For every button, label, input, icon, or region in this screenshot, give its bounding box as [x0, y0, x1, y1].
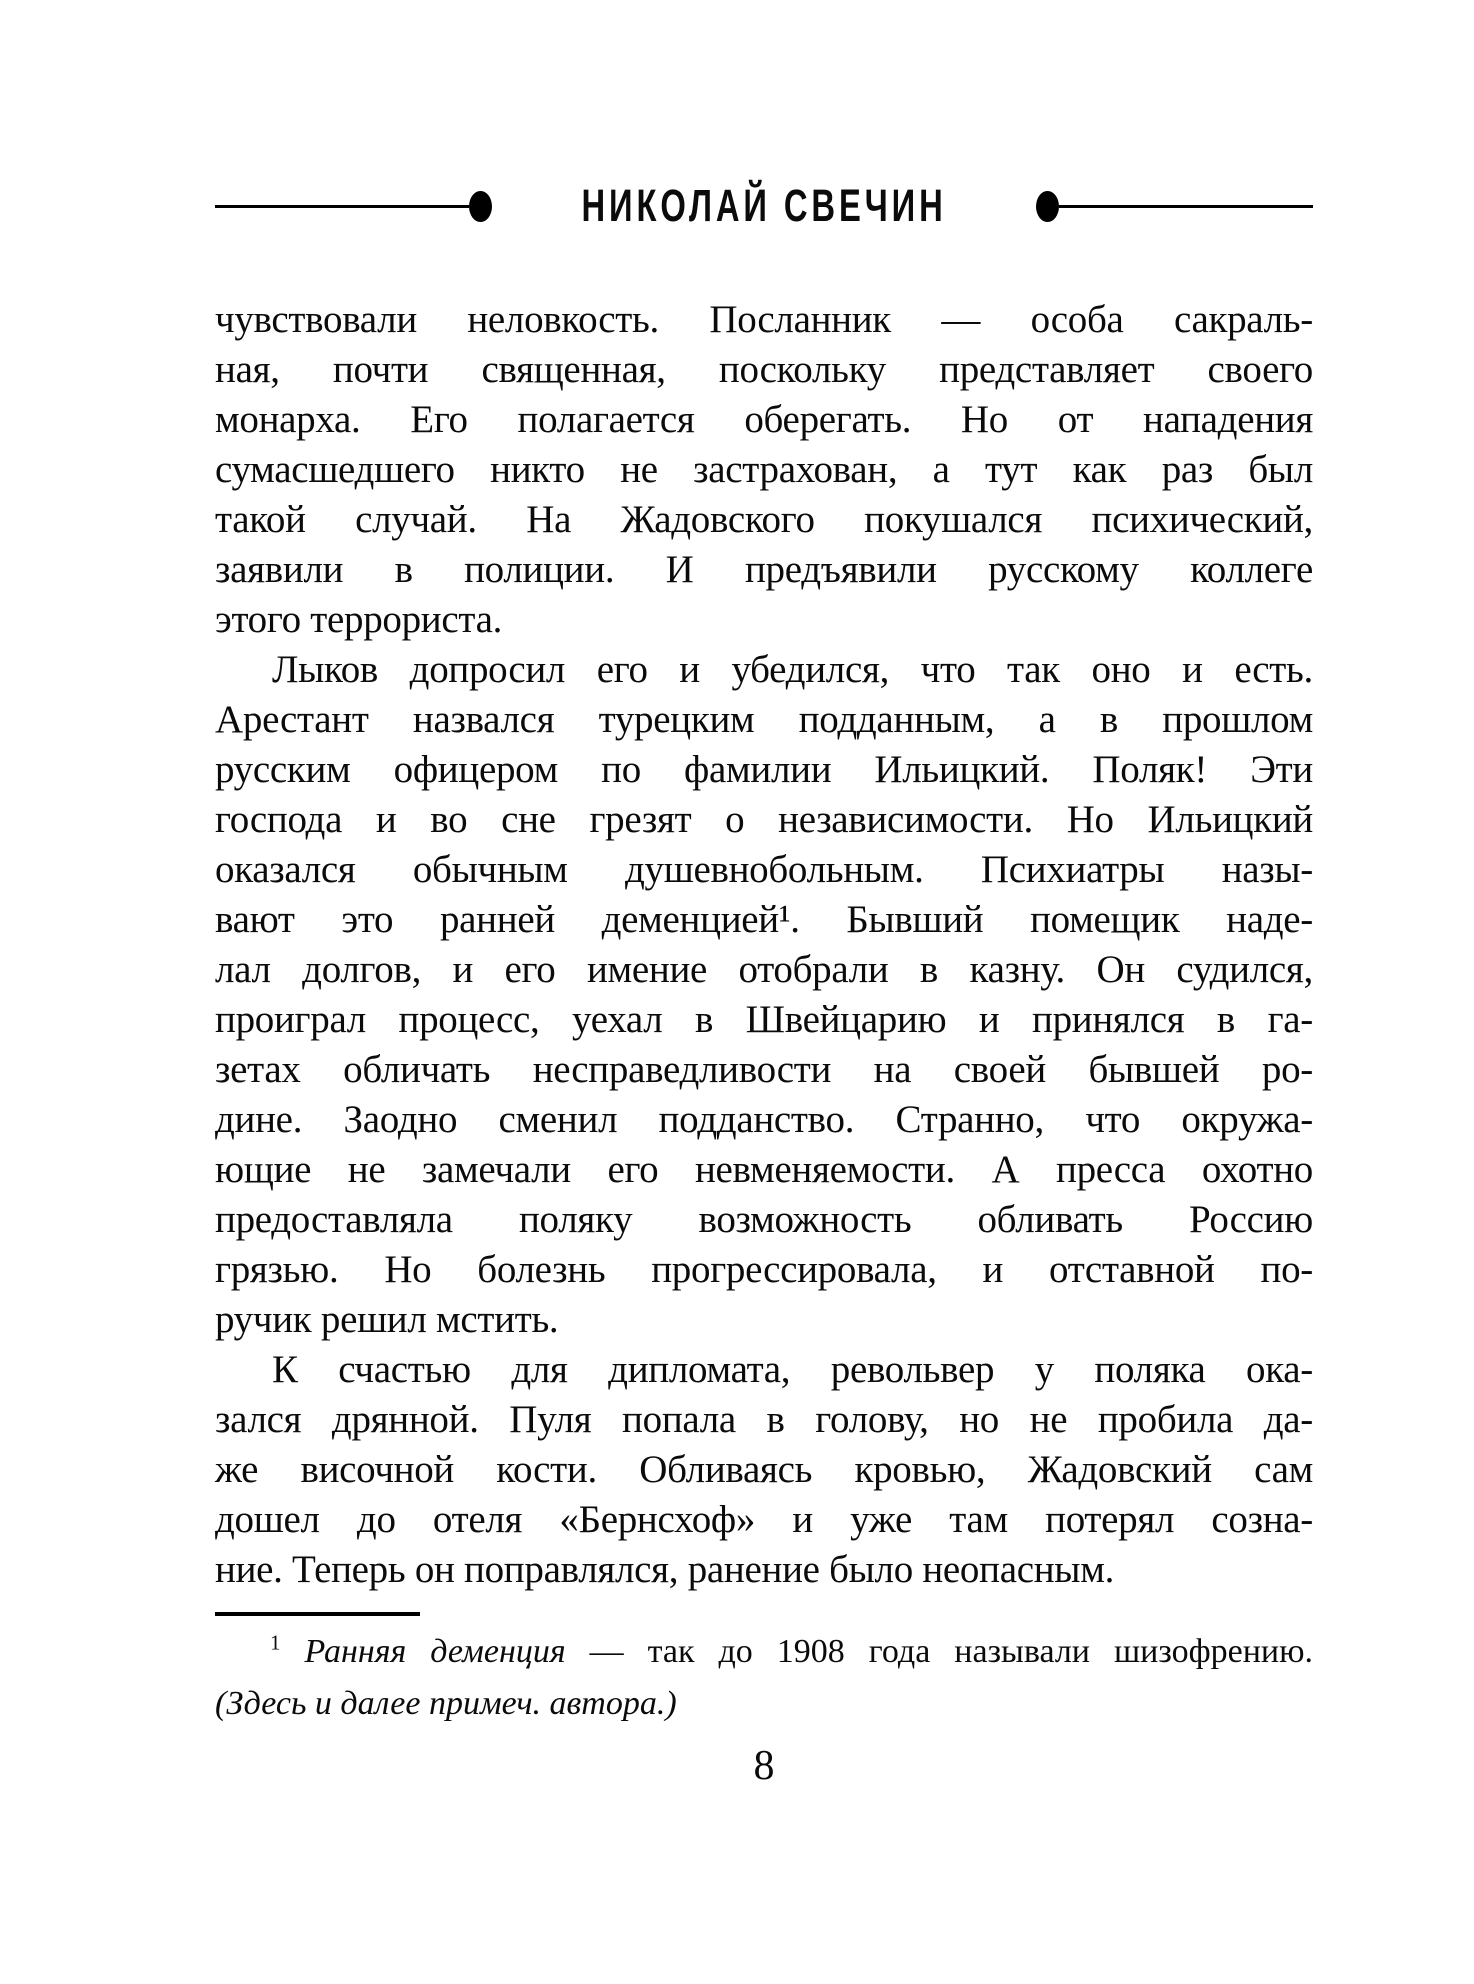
text-line: Лыков допросил его и убедился, что так оно и есть.: [272, 648, 1313, 691]
author-name: НИКОЛАЙ СВЕЧИН: [581, 180, 947, 231]
footnote-line: [215, 1626, 1313, 1678]
text-line: оказался обычным душевнобольным. Психиатры назы-: [215, 848, 1313, 891]
text-line: заявили в полиции. И предъявили русскому коллеге: [215, 548, 1313, 591]
text-line: чувствовали неловкость. Посланник — особа сакраль-: [215, 298, 1313, 341]
footnote-definition: — так до 1908 года называли шизофрению.: [589, 1633, 1314, 1670]
header-rule-left: [215, 191, 492, 222]
text-line: Арестант назвался турецким подданным, а в прошлом: [215, 698, 1313, 741]
text-line: монарха. Его полагается оберегать. Но от нападения: [215, 398, 1313, 441]
text-line: такой случай. На Жадовского покушался психический,: [215, 498, 1313, 541]
header-rule-right: [1036, 191, 1313, 222]
text-line: проиграл процесс, уехал в Швейцарию и принялся в га-: [215, 998, 1313, 1041]
text-line: же височной кости. Обливаясь кровью, Жадовский сам: [215, 1448, 1313, 1491]
header-dot-right-icon: [1036, 191, 1059, 222]
text-line: зетах обличать несправедливости на своей бывшей ро-: [215, 1048, 1313, 1091]
footnote-block: [215, 1612, 1313, 1730]
text-line: грязью. Но болезнь прогрессировала, и отставной по-: [215, 1248, 1313, 1291]
header-line-right: [1059, 205, 1313, 208]
body-text: [215, 295, 1313, 1595]
text-line: лал долгов, и его имение отобрали в казну. Он судился,: [215, 948, 1313, 991]
text-line: ручик решил мстить.: [215, 1298, 559, 1341]
footnote-term: Ранняя деменция: [304, 1633, 566, 1670]
page-number: 8: [753, 1743, 775, 1789]
header-line-left: [215, 205, 469, 208]
text-line: дине. Заодно сменил подданство. Странно, что окружа-: [215, 1098, 1313, 1141]
footnote-author-note: (Здесь и далее примеч. автора.): [215, 1685, 677, 1722]
footnote-marker: 1: [270, 1630, 281, 1655]
text-line: сумасшедшего никто не застрахован, а тут как раз был: [215, 448, 1313, 491]
running-header: [215, 182, 1313, 230]
text-line: предоставляла поляку возможность обливать Россию: [215, 1198, 1313, 1241]
text-line: ная, почти священная, поскольку представляет своего: [215, 348, 1313, 391]
text-line: дошел до отеля «Бернсхоф» и уже там потерял созна-: [215, 1498, 1313, 1541]
text-line: К счастью для дипломата, револьвер у поляка ока-: [272, 1348, 1313, 1391]
text-line: господа и во сне грезят о независимости. Но Ильицкий: [215, 798, 1313, 841]
header-dot-left-icon: [469, 191, 492, 222]
text-line: этого террориста.: [215, 598, 503, 641]
text-line: ющие не замечали его невменяемости. А пресса охотно: [215, 1148, 1313, 1191]
text-line: зался дрянной. Пуля попала в голову, но не пробила да-: [215, 1398, 1313, 1441]
text-line: ние. Теперь он поправлялся, ранение было неопасным.: [215, 1548, 1115, 1591]
text-line: вают это ранней деменцией¹. Бывший помещик наде-: [215, 898, 1313, 941]
footnote-rule: [215, 1612, 420, 1616]
text-line: русским офицером по фамилии Ильицкий. Поляк! Эти: [215, 748, 1313, 791]
